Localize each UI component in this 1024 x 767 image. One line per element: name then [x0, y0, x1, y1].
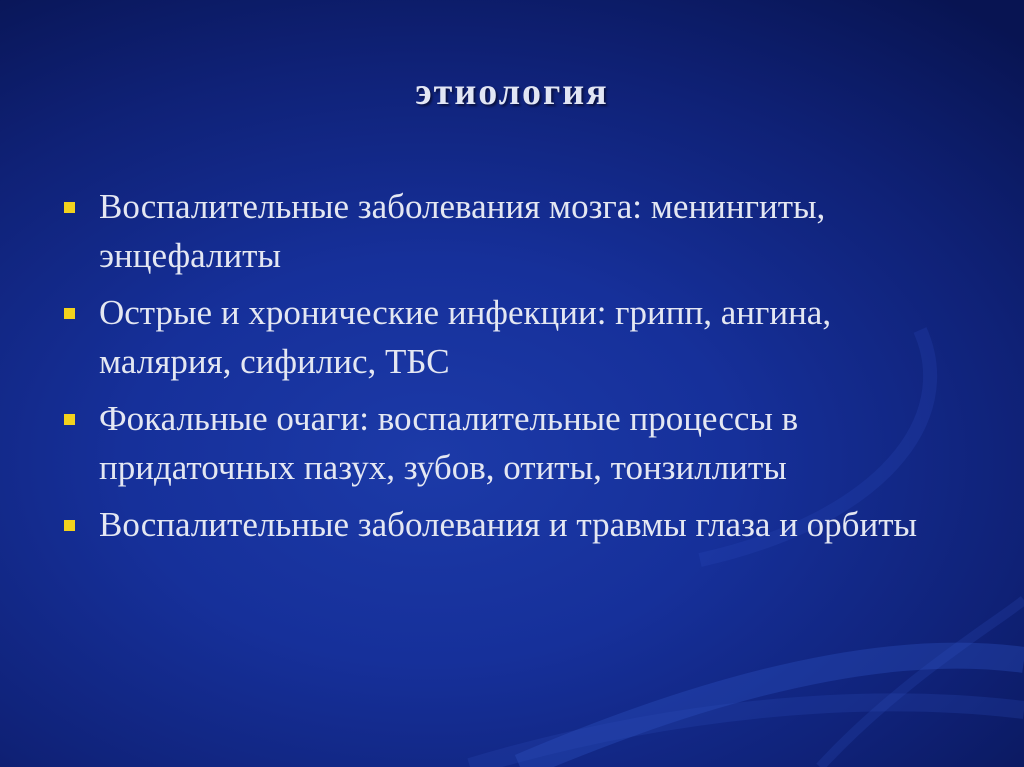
- square-bullet-icon: [64, 202, 75, 213]
- square-bullet-icon: [64, 308, 75, 319]
- list-item: [62, 394, 962, 492]
- list-item: [62, 288, 962, 386]
- list-item: [62, 182, 962, 280]
- square-bullet-icon: [64, 520, 75, 531]
- list-item: [62, 500, 962, 549]
- bullet-text: Воспалительные заболевания и травмы глаза и орбиты: [99, 505, 918, 544]
- bullet-text: Фокальные очаги: воспалительные процессы в придаточных пазух, зубов, отиты, тонзиллиты: [99, 399, 799, 487]
- slide-title: этиология: [415, 71, 609, 113]
- bullet-text: Острые и хронические инфекции: грипп, ангина, малярия, сифилис, ТБС: [99, 293, 832, 381]
- bullet-text: Воспалительные заболевания мозга: менингиты, энцефалиты: [99, 187, 826, 275]
- square-bullet-icon: [64, 414, 75, 425]
- bullet-list: [62, 182, 962, 557]
